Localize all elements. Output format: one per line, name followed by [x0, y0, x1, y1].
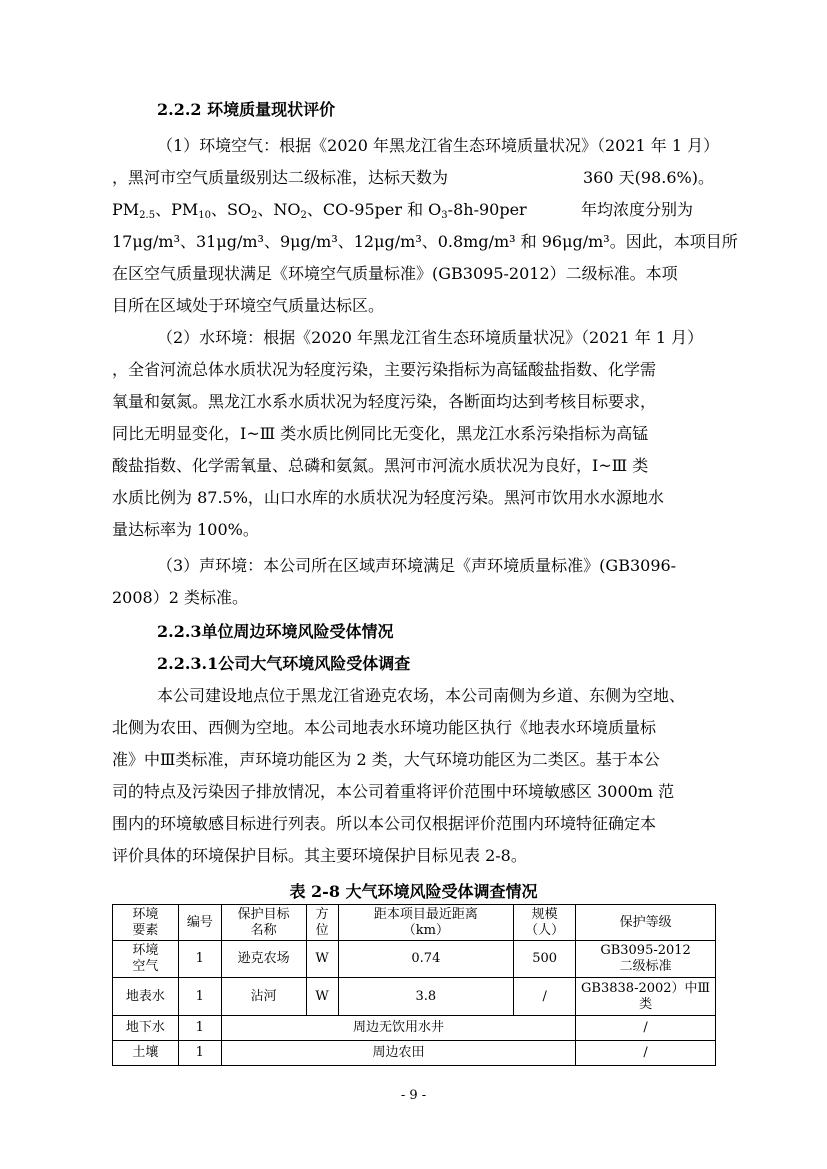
header-cell: 规模 （人）: [514, 905, 576, 941]
survey-line-4: 司的特点及污染因子排放情况，本公司着重将评价范围中环境敏感区 3000m 范: [112, 782, 675, 801]
header-cell: 保护目标 名称: [221, 905, 306, 941]
section-heading-2-2-3-1: 2.2.3.1公司大气环境风险受体调查: [157, 654, 411, 673]
air-line-3: $PM_{2.5}$、$PM_{10}$、$SO_2$、$NO_2$、CO-95per 和 $O_3-8h-90per$: [112, 200, 527, 221]
header-cell: 编号: [178, 905, 221, 941]
water-line-2: ，全省河流总体水质状况为轻度污染，主要污染指标为高锰酸盐指数、化学需: [112, 360, 657, 379]
header-cell: 环境 要素: [113, 905, 179, 941]
table-cell: 周边农田: [221, 1041, 575, 1066]
table-cell: W: [306, 941, 338, 978]
air-line-1: （1）环境空气：根据《2020 年黑龙江省生态环境质量状况》（2021 年 1 月）: [157, 136, 720, 155]
table-cell: 3.8: [338, 978, 514, 1016]
noise-line-2: 2008）2 类标准。: [112, 588, 248, 607]
noise-line-1: （3）声环境：本公司所在区域声环境满足《声环境质量标准》(GB3096-: [157, 556, 677, 575]
survey-line-6: 评价具体的环境保护目标。其主要环境保护目标见表 2-8。: [112, 846, 527, 865]
table-cell: GB3838-2002）中Ⅲ 类: [576, 978, 716, 1016]
air-line-2: ，黑河市空气质量级别达二级标准，达标天数为: [112, 168, 449, 187]
water-line-4: 同比无明显变化，Ⅰ~Ⅲ 类水质比例同比无变化，黑龙江水系污染指标为高锰: [112, 424, 649, 443]
table-cell: /: [514, 978, 576, 1016]
survey-line-3: 准》中Ⅲ类标准，声环境功能区为 2 类，大气环境功能区为二类区。基于本公: [112, 750, 660, 769]
table-cell: 地表水: [113, 978, 179, 1016]
table-row: [113, 1016, 716, 1041]
table-cell: GB3095-2012 二级标准: [576, 941, 716, 978]
water-line-3: 氧量和氨氮。黑龙江水系水质状况为轻度污染，各断面均达到考核目标要求，: [112, 392, 657, 411]
table-cell: 环境 空气: [113, 941, 179, 978]
section-heading-2-2-3: 2.2.3单位周边环境风险受体情况: [157, 622, 394, 641]
water-line-7: 量达标率为 100%。: [112, 520, 259, 539]
risk-receptor-table: [112, 904, 716, 1066]
water-line-5: 酸盐指数、化学需氧量、总磷和氨氮。黑河市河流水质状况为良好，Ⅰ~Ⅲ 类: [112, 456, 649, 475]
table-cell: 逊克农场: [221, 941, 306, 978]
table-header-row: [113, 905, 716, 941]
water-line-1: （2）水环境：根据《2020 年黑龙江省生态环境质量状况》（2021 年 1 月）: [157, 328, 704, 347]
table-cell: /: [576, 1016, 716, 1041]
table-cell: 500: [514, 941, 576, 978]
air-line-2b: 360 天(98.6%)。: [583, 168, 714, 187]
table-cell: 1: [178, 941, 221, 978]
table-row: [113, 978, 716, 1016]
section-heading-2-2-2: 2.2.2 环境质量现状评价: [157, 100, 336, 119]
air-line-5: 在区空气质量现状满足《环境空气质量标准》(GB3095-2012）二级标准。本项: [112, 264, 678, 283]
page-number: - 9 -: [400, 1088, 427, 1103]
air-line-3b: 年均浓度分别为: [581, 200, 694, 219]
table-cell: W: [306, 978, 338, 1016]
air-line-6: 目所在区域处于环境空气质量达标区。: [112, 296, 385, 315]
table-cell: 地下水: [113, 1016, 179, 1041]
air-line-4: 17μg/m³、31μg/m³、9μg/m³、12μg/m³、0.8mg/m³ 和 96μg/m³。因此，本项目所: [112, 232, 738, 251]
table-cell: 沾河: [221, 978, 306, 1016]
survey-line-5: 围内的环境敏感目标进行列表。所以本公司仅根据评价范围内环境特征确定本: [112, 814, 657, 833]
table-row: [113, 941, 716, 978]
table-cell: 土壤: [113, 1041, 179, 1066]
survey-line-2: 北侧为农田、西侧为空地。本公司地表水环境功能区执行《地表水环境质量标: [112, 718, 657, 737]
table-row: [113, 1041, 716, 1066]
header-cell: 距本项目最近距离 （km）: [338, 905, 514, 941]
table-cell: 0.74: [338, 941, 514, 978]
table-cell: /: [576, 1041, 716, 1066]
water-line-6: 水质比例为 87.5%，山口水库的水质状况为轻度污染。黑河市饮用水水源地水: [112, 488, 664, 507]
table-cell: 1: [178, 1016, 221, 1041]
survey-line-1: 本公司建设地点位于黑龙江省逊克农场，本公司南侧为乡道、东侧为空地、: [157, 686, 686, 705]
table-caption: 表 2-8 大气环境风险受体调查情况: [289, 882, 538, 901]
header-cell: 保护等级: [576, 905, 716, 941]
header-cell: 方 位: [306, 905, 338, 941]
table-cell: 周边无饮用水井: [221, 1016, 575, 1041]
table-cell: 1: [178, 1041, 221, 1066]
table-cell: 1: [178, 978, 221, 1016]
